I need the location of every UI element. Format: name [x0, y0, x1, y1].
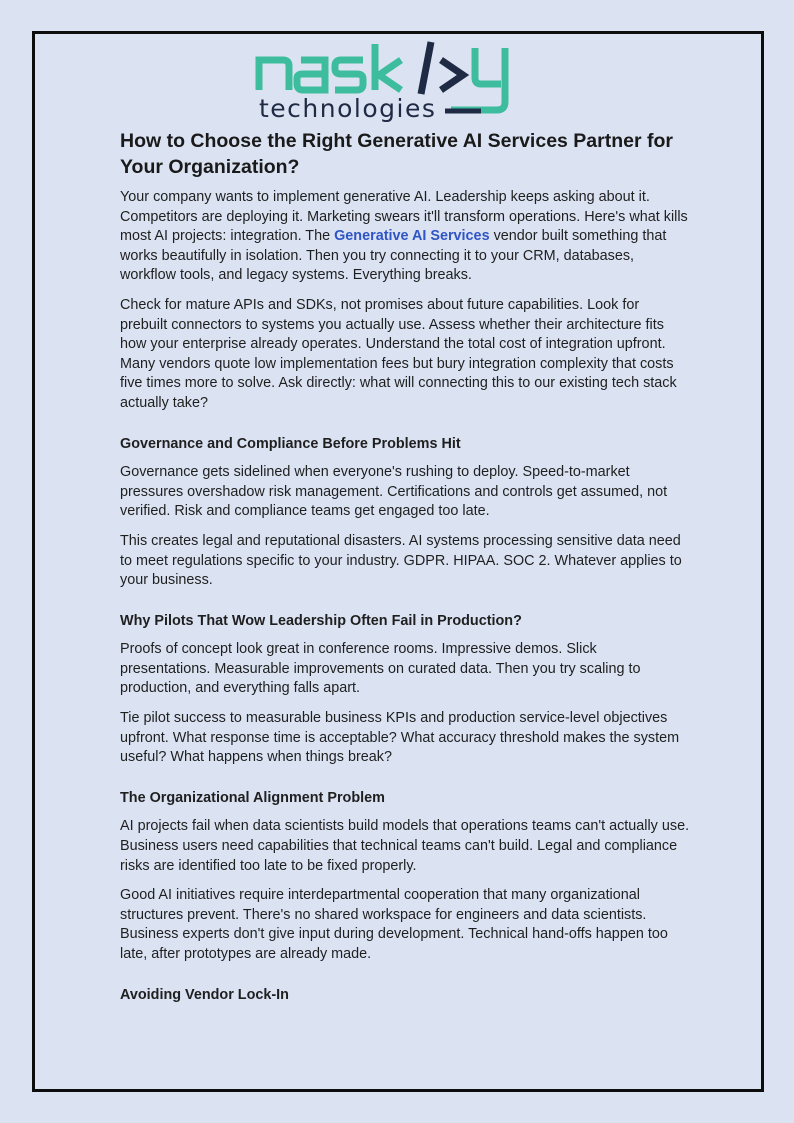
section-heading-pilots: Why Pilots That Wow Leadership Often Fail in Production?	[120, 612, 522, 629]
section-heading-alignment: The Organizational Alignment Problem	[120, 789, 385, 806]
alignment-paragraph-2: Good AI initiatives require interdepartmental cooperation that many organizational structures prevent. There's no shared workspace for engineers and data scientists. Business experts don't give input during development. Technical hand-offs happen too late, after prototypes are already made.	[120, 887, 668, 962]
intro-text-after: vendor built something that works beautifully in isolation. Then you try connecting it to your CRM, databases, workflow tools, and legacy systems. Everything breaks.	[120, 228, 667, 284]
article-body	[120, 128, 690, 1014]
company-logo	[255, 38, 545, 124]
pilots-paragraph-1: Proofs of concept look great in conference rooms. Impressive demos. Slick presentations. Measurable improvements on curated data. Then you try scaling to production, and everything falls apart.	[120, 641, 641, 697]
intro-text-before: Your company wants to implement generative AI. Leadership keeps asking about it. Competitors are deploying it. Marketing swears it'll transform operations. Here's what kills most AI projects: integration. The	[120, 189, 688, 245]
section-heading-vendor-lock-in: Avoiding Vendor Lock-In	[120, 986, 289, 1003]
governance-paragraph-2: This creates legal and reputational disasters. AI systems processing sensitive data need to meet regulations specific to your industry. GDPR. HIPAA. SOC 2. Whatever applies to your business.	[120, 532, 682, 589]
governance-paragraph-1: Governance gets sidelined when everyone's rushing to deploy. Speed-to-market pressures overshadow risk management. Certifications and controls get assumed, not verified. Risk and compliance teams get engaged too late.	[120, 464, 668, 520]
intro-paragraph	[120, 188, 690, 286]
alignment-paragraph-1: AI projects fail when data scientists build models that operations teams can't actually use. Business users need capabilities that technical teams can't build. Legal and compliance risks are identified too late to be fixed properly.	[120, 818, 690, 874]
generative-ai-services-link[interactable]: Generative AI Services	[334, 228, 490, 245]
logo-tagline: technologies	[259, 94, 437, 123]
section-heading-governance: Governance and Compliance Before Problems Hit	[120, 435, 461, 452]
article-title: How to Choose the Right Generative AI Services Partner for Your Organization?	[120, 130, 673, 178]
pilots-paragraph-2: Tie pilot success to measurable business KPIs and production service-level objectives upfront. What response time is acceptable? What accuracy threshold makes the system useful? What happens when things break?	[120, 710, 680, 766]
integration-paragraph: Check for mature APIs and SDKs, not promises about future capabilities. Look for prebuilt connectors to systems you actually use. Assess whether their architecture fits how your enterprise already operates. Understand the total cost of integration upfront. Many vendors quote low implementation fees but bury integration complexity that costs five times more to solve. Ask directly: what will connecting this to our existing tech stack actually take?	[120, 296, 677, 411]
